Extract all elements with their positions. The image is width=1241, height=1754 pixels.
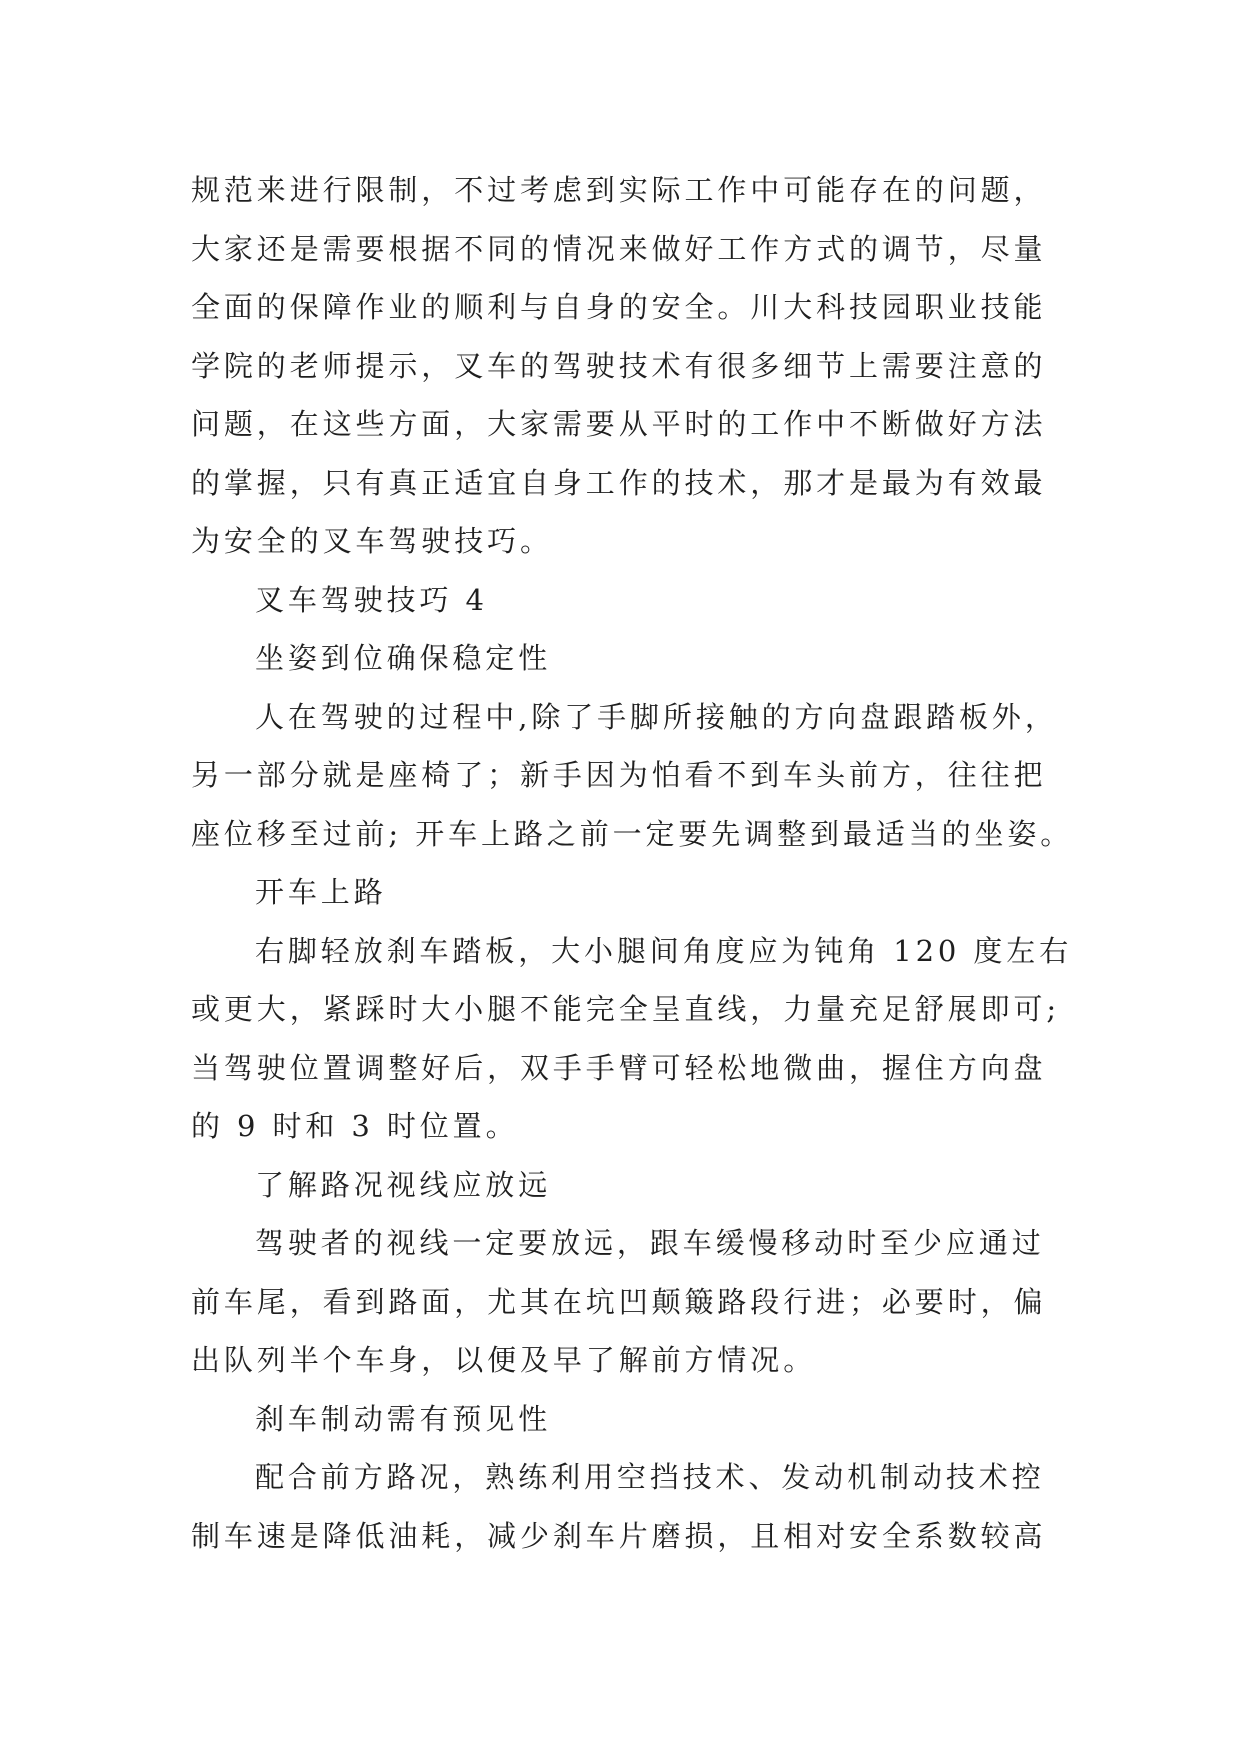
paragraph-first-line: 人在驾驶的过程中,除了手脚所接触的方向盘跟踏板外， [255,699,1058,734]
text-line: 大家还是需要根据不同的情况来做好工作方式的调节，尽量 [191,231,1047,266]
text-line: 学院的老师提示，叉车的驾驶技术有很多细节上需要注意的 [191,348,1047,383]
document-page [191,161,1074,1565]
text-line: 另一部分就是座椅了；新手因为怕看不到车头前方，往往把 [191,758,1047,792]
section-heading: 刹车制动需有预见性 [255,1401,552,1436]
text-line: 全面的保障作业的顺利与自身的安全。川大科技园职业技能 [191,290,1047,324]
text-line: 座位移至过前; 开车上路之前一定要先调整到最适当的坐姿。 [191,816,1074,851]
section-heading: 坐姿到位确保稳定性 [255,641,552,675]
section-heading: 开车上路 [255,875,387,909]
text-line: 前车尾，看到路面，尤其在坑凹颠簸路段行进；必要时，偏 [191,1284,1047,1319]
text-line: 的掌握，只有真正适宜自身工作的技术，那才是最为有效最 [191,465,1047,500]
text-line: 或更大，紧踩时大小腿不能完全呈直线，力量充足舒展即可; [191,992,1061,1026]
section-heading: 叉车驾驶技巧 4 [255,582,488,617]
text-line: 规范来进行限制，不过考虑到实际工作中可能存在的问题， [191,173,1047,207]
text-line: 当驾驶位置调整好后，双手手臂可轻松地微曲，握住方向盘 [191,1050,1047,1085]
text-line: 制车速是降低油耗，减少刹车片磨损，且相对安全系数较高 [191,1518,1047,1553]
text-line: 为安全的叉车驾驶技巧。 [191,524,553,558]
text-line: 出队列半个车身，以便及早了解前方情况。 [191,1343,817,1377]
paragraph-first-line: 右脚轻放刹车踏板，大小腿间角度应为钝角 120 度左右 [255,933,1073,968]
text-line: 的 9 时和 3 时位置。 [191,1109,519,1143]
text-line: 问题，在这些方面，大家需要从平时的工作中不断做好方法 [191,407,1047,441]
section-heading: 了解路况视线应放远 [255,1167,552,1202]
paragraph-first-line: 配合前方路况，熟练利用空挡技术、发动机制动技术控 [255,1460,1045,1494]
paragraph-first-line: 驾驶者的视线一定要放远，跟车缓慢移动时至少应通过 [255,1226,1045,1260]
